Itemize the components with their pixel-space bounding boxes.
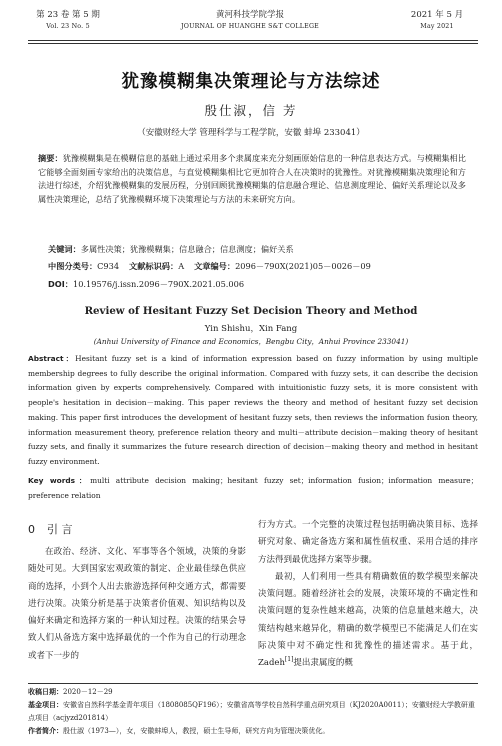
keywords-en-text: multi attribute decision making；hesitant fuzzy set；information fusion；information measure；preference relation bbox=[28, 476, 478, 500]
paragraph: 在政治、经济、文化、军事等各个领域，决策的身影随处可见。大到国家宏观政策的制定、企业最佳绿色供应商的选择，小到个人出去旅游选择何种交通方式，都需要进行决策。决策分析是基于决策者价值观、知识结构以及偏好来确定和选择方案的一种认知过程。决策的结果会导致人们从备选方案中选择最优的一个作为自己的行动理念或者下一步的 bbox=[28, 547, 246, 661]
footnote-rule bbox=[28, 683, 478, 684]
doi-line bbox=[48, 279, 478, 290]
header-rule-thin bbox=[28, 43, 478, 44]
article-number-label: 文章编号： bbox=[194, 261, 236, 271]
section-heading bbox=[28, 521, 73, 537]
author-bio-label: 作者简介： bbox=[28, 727, 63, 735]
keywords-en-label: Key words： bbox=[28, 476, 91, 485]
issue-date bbox=[392, 10, 482, 32]
volume-issue bbox=[28, 10, 108, 32]
author-bio-text: 殷仕淑（1973—），女，安徽蚌埠人，教授，硕士生导师，研究方向为管理决策优化。 bbox=[63, 727, 330, 735]
classification-line bbox=[48, 261, 478, 272]
abstract-en-label: Abstract： bbox=[28, 354, 76, 363]
date-en: May 2021 bbox=[420, 23, 454, 30]
fund-text: 安徽省自然科学基金青年项目（1808085QF196）；安徽省高等学校自然科学重点研究项目（KJ2020A0011）；安徽财经大学教研重点项目（acjyzd201814） bbox=[28, 701, 475, 722]
authors-cn: 殷仕淑，信 芳 bbox=[204, 103, 298, 118]
paragraph bbox=[258, 569, 478, 673]
doi-label: DOI： bbox=[48, 279, 73, 289]
paper-title-en: Review of Hesitant Fuzzy Set Decision Theory and Method bbox=[84, 305, 418, 317]
authors-en: Yin Shishu，Xin Fang bbox=[204, 324, 298, 334]
paragraph-text: 提出隶属度的概 bbox=[293, 658, 353, 669]
keywords-cn bbox=[48, 244, 468, 255]
affiliation-en: (Anhui University of Finance and Economics，Bengbu City，Anhui Province 233041) bbox=[93, 337, 409, 346]
journal-cn: 黄河科技学院学报 bbox=[215, 10, 284, 20]
body-column-right bbox=[258, 517, 478, 673]
fund-label: 基金项目： bbox=[28, 701, 63, 709]
header-rule-thick bbox=[28, 40, 478, 41]
section-number: 0 bbox=[28, 523, 35, 536]
doc-code-label: 文献标识码： bbox=[129, 261, 179, 271]
received-label: 收稿日期： bbox=[28, 688, 63, 696]
clc-label: 中图分类号： bbox=[48, 261, 98, 271]
citation-ref: [1] bbox=[284, 656, 294, 664]
volume-cn: 第 23 卷 第 5 期 bbox=[36, 10, 100, 20]
section-title: 引 言 bbox=[47, 523, 73, 536]
volume-en: Vol. 23 No. 5 bbox=[46, 23, 90, 30]
abstract-en-text: Hesitant fuzzy set is a kind of information expression based on fuzzy information by using multiple membership degrees to fully describe the original information. Compared with fuzzy sets, it can describe the decision information given by experts comprehensively. Compared with intuitionistic fuzzy sets, it is more consistent with people's hesitation in decision－making. This paper reviews the theory and method of hesitant fuzzy set decision making. This paper first introduces the development of hesitant fuzzy sets, then reviews the information fusion theory, information measurement theory, preference relation theory and multi－attribute decision－making theory of hesitant fuzzy sets, and finally it summarizes the future research direction of decision－making theory and method in hesitant fuzzy environment. bbox=[28, 354, 478, 466]
footnote-author bbox=[28, 725, 478, 738]
keywords-en bbox=[28, 474, 478, 503]
journal-name bbox=[150, 10, 350, 32]
doc-code-value: A bbox=[178, 261, 185, 271]
running-header bbox=[0, 10, 502, 38]
paragraph: 行为方式。一个完整的决策过程包括明确决策目标、选择研究对象、确定备选方案和属性值权重、采用合适的排序方法得到最优选择方案等步骤。 bbox=[258, 520, 478, 565]
article-number-value: 2096－790X(2021)05－0026－09 bbox=[235, 261, 371, 271]
footnote-received bbox=[28, 686, 478, 699]
received-date: 2020－12－29 bbox=[63, 688, 113, 696]
doi-value: 10.19576/j.issn.2096－790X.2021.05.006 bbox=[73, 279, 245, 289]
body-column-left bbox=[28, 544, 246, 665]
clc-value: C934 bbox=[97, 261, 120, 271]
date-cn: 2021 年 5 月 bbox=[410, 10, 464, 20]
abstract-cn bbox=[38, 152, 466, 207]
keywords-cn-label: 关键词： bbox=[48, 244, 81, 254]
paragraph-text: 最初，人们利用一些具有精确数值的数学模型来解决决策问题。随着经济社会的发展，决策环境的不确定性和决策问题的复杂性越来越高，决策的信息量越来越大，决策结构越来越异化，精确的数学模型已不能满足人们在实际决策中对不确定性和犹豫性的描述需求。基于此，Zadeh bbox=[258, 571, 478, 669]
footnote-fund bbox=[28, 699, 478, 724]
affiliation-cn: （安徽财经大学 管理科学与工程学院，安徽 蚌埠 233041） bbox=[137, 128, 365, 138]
keywords-cn-text: 多属性决策；犹豫模糊集；信息融合；信息测度；偏好关系 bbox=[80, 244, 294, 254]
journal-en: JOURNAL OF HUANGHE S&T COLLEGE bbox=[181, 23, 319, 30]
abstract-cn-label: 摘要： bbox=[38, 153, 63, 163]
abstract-cn-text: 犹豫模糊集是在模糊信息的基础上通过采用多个隶属度来充分刻画原始信息的一种信息表达方式。与模糊集相比它能够全面刻画专家给出的决策信息，与直觉模糊集相比它更加符合人在决策时的犹豫性。对犹豫模糊集决策理论和方法进行综述，介绍犹豫模糊集的发展历程，分别回顾犹豫模糊集的信息融合理论、信息测度理论、偏好关系理论以及多属性决策理论，总结了犹豫模糊环境下决策理论与方法的未来研究方向。 bbox=[38, 153, 466, 205]
paper-title-cn: 犹豫模糊集决策理论与方法综述 bbox=[121, 72, 381, 92]
abstract-en bbox=[28, 352, 478, 470]
